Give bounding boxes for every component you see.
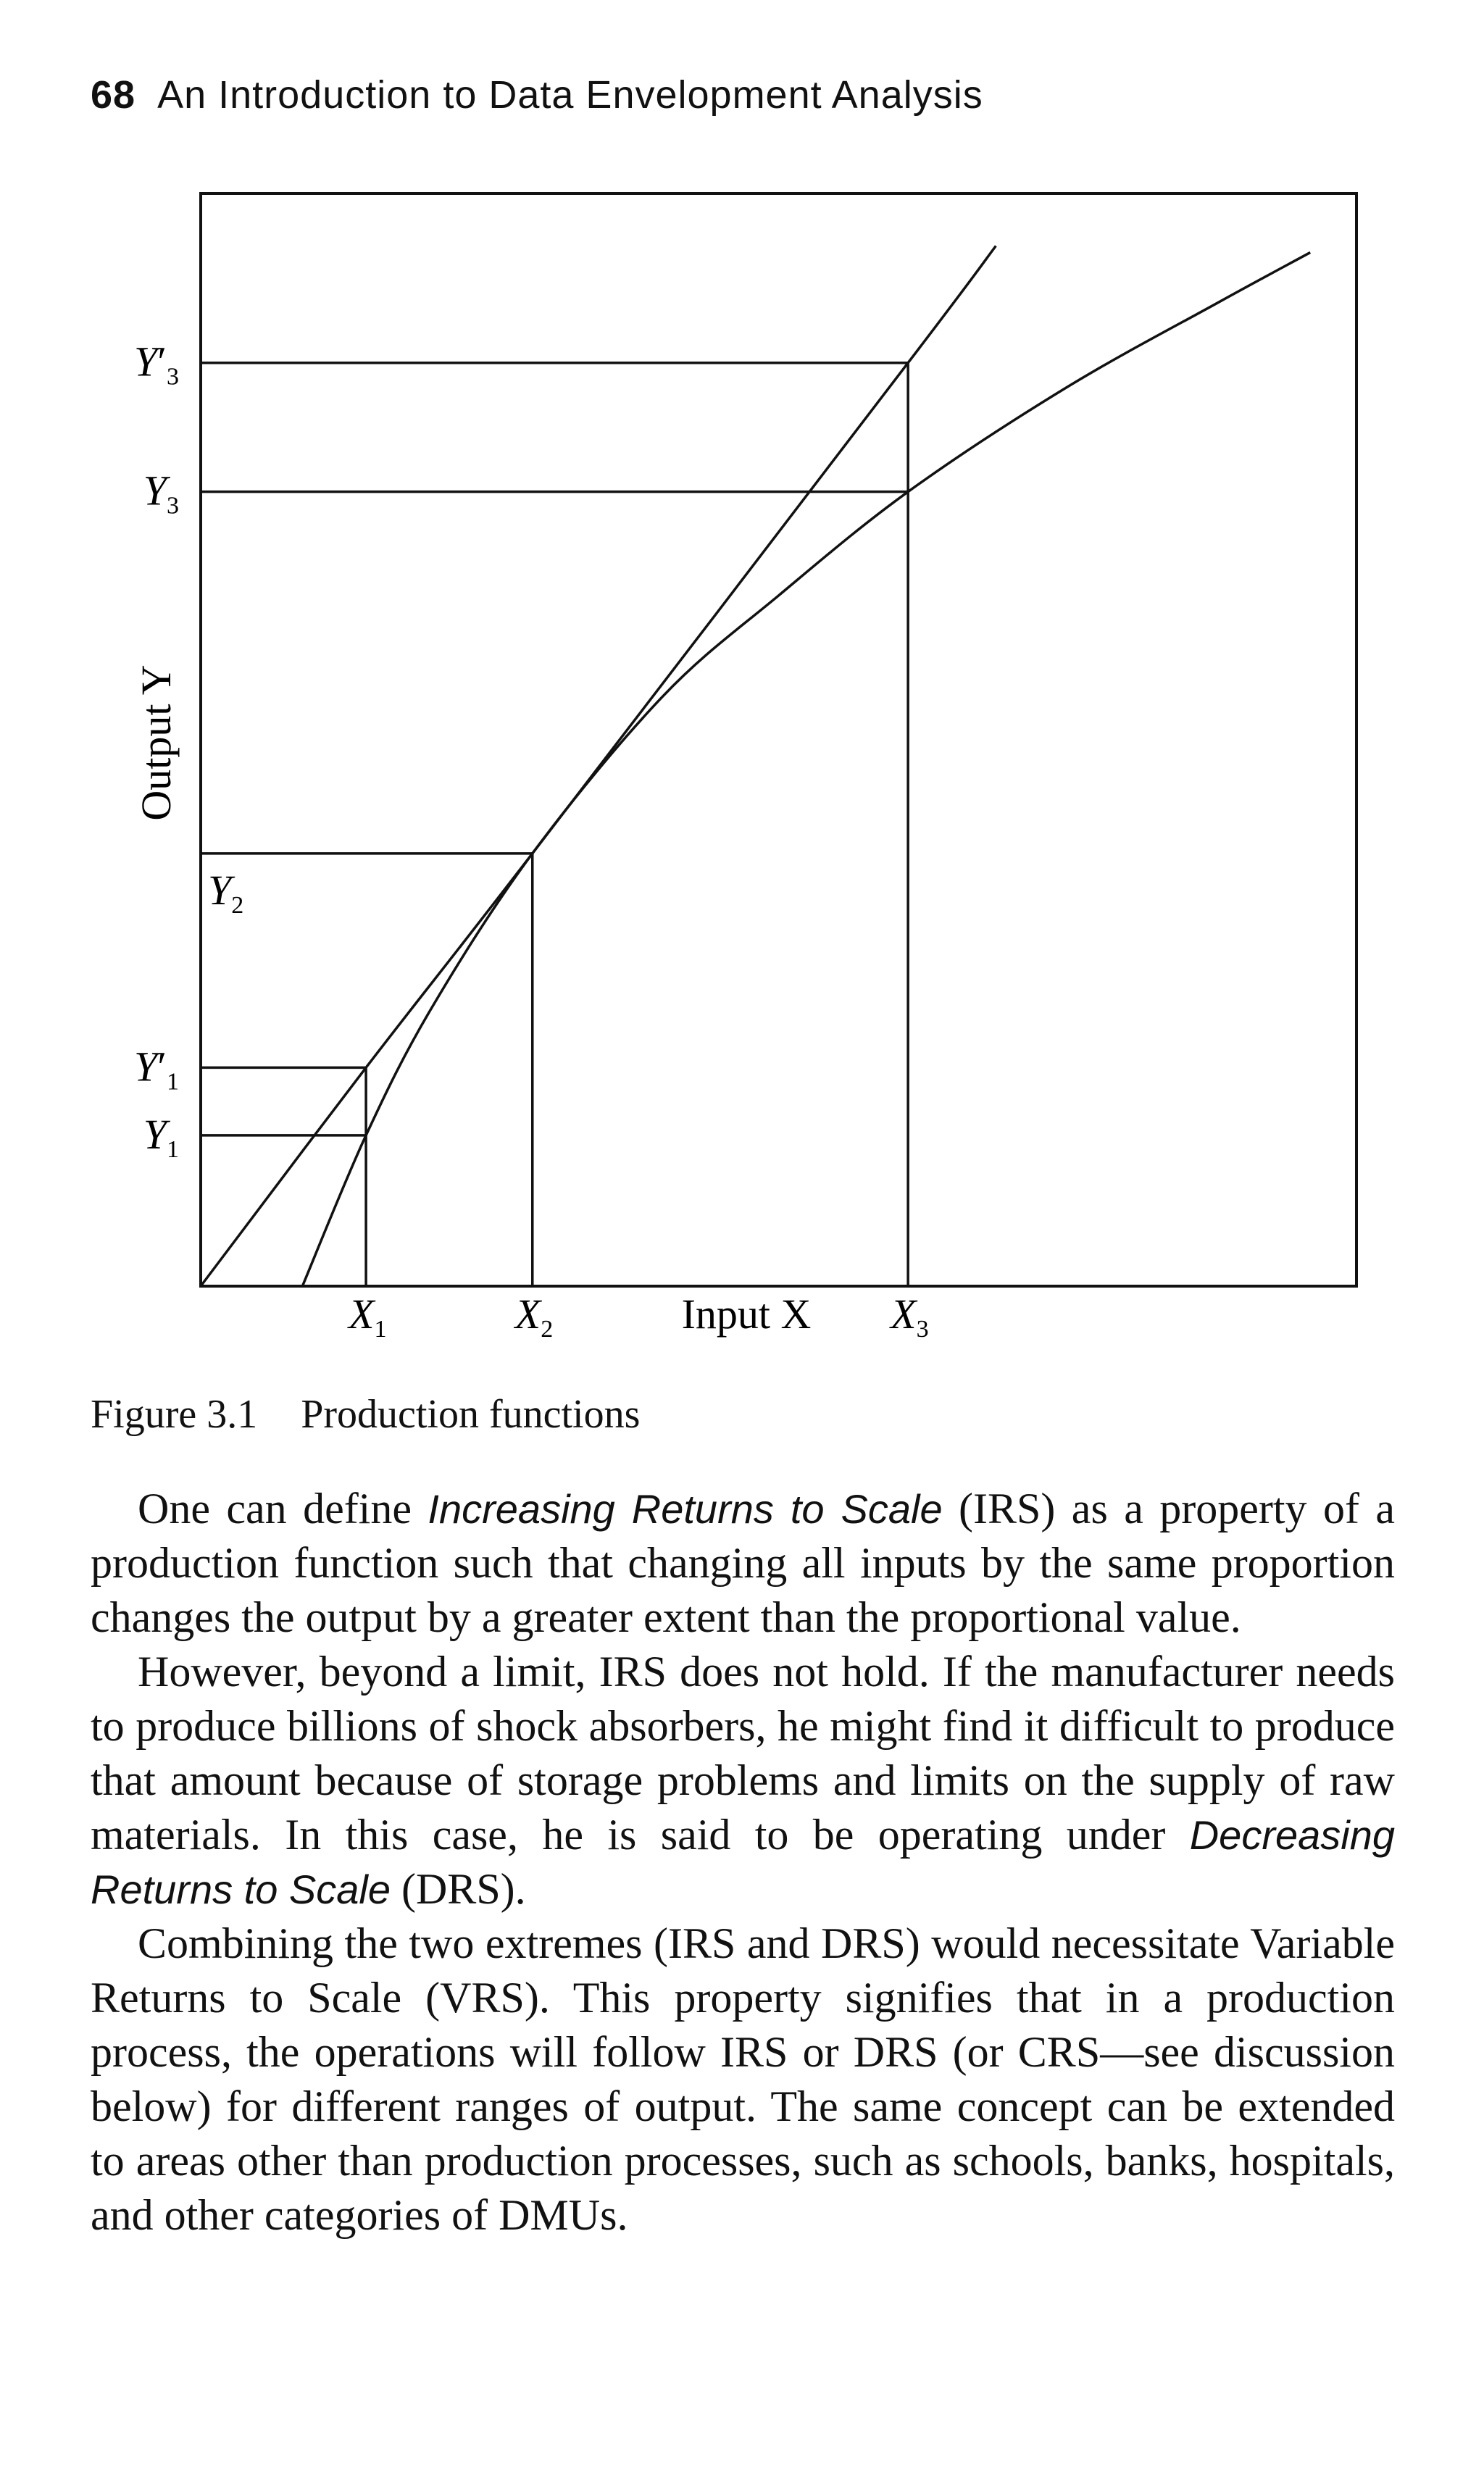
paragraph-irs-lead: One can define — [138, 1485, 428, 1532]
x-tick-x3: $X_3$ — [891, 1290, 929, 1343]
book-title: An Introduction to Data Envelopment Analysis — [157, 73, 983, 117]
y-tick-y-prime1: $Y'_1$ — [134, 1043, 179, 1096]
paragraph-irs — [91, 1482, 1395, 1645]
paragraph-drs-lead: However, beyond a limit, IRS does not hold. If the manufacturer needs to produce billions of shock absorbers, he might find it difficult to produce that amount because of storage problems and limits on the supply of raw materials. In this case, he is said to be operating under — [91, 1648, 1395, 1859]
line-series-1 — [201, 246, 996, 1286]
figure-caption — [91, 1391, 640, 1438]
term-irs: Increasing Returns to Scale — [428, 1486, 943, 1532]
body-text — [91, 1482, 1395, 2243]
plot-frame — [201, 193, 1356, 1286]
caption-text: Production functions — [301, 1392, 641, 1437]
term-drs: Decreasing Returns to Scale — [91, 1812, 1395, 1912]
x-axis-label: Input X — [681, 1290, 812, 1338]
curve-series-2 — [302, 252, 1310, 1286]
y-axis-label: Output Y — [133, 664, 180, 821]
caption-number: Figure 3.1 — [91, 1392, 258, 1437]
paragraph-vrs: Combining the two extremes (IRS and DRS) would necessitate Variable Returns to Scale (VRS). This property signifies that in a production process, the operations will follow IRS or DRS (or CRS—see discussion below) for different ranges of output. The same concept can be extended to areas other than production processes, such as schools, banks, hospitals, and other categories of DMUs. — [91, 1919, 1395, 2239]
series-layer — [201, 246, 1310, 1286]
y-tick-y-prime3: $Y'_3$ — [134, 338, 179, 391]
y-tick-y3: $Y_3$ — [143, 467, 179, 520]
page-number: 68 — [91, 73, 136, 117]
paragraph-irs-rest: (IRS) as a property of a production function such that changing all inputs by the same proportion changes the output by a greater extent than the proportional value. — [91, 1485, 1395, 1641]
paragraph-drs-rest: (DRS). — [390, 1865, 526, 1913]
x-tick-x1: $X_1$ — [349, 1290, 387, 1343]
y-tick-y2: $Y_2$ — [208, 866, 244, 919]
x-tick-x2: $X_2$ — [514, 1290, 554, 1343]
paragraph-drs — [91, 1645, 1395, 1917]
y-tick-y1: $Y_1$ — [143, 1110, 179, 1163]
